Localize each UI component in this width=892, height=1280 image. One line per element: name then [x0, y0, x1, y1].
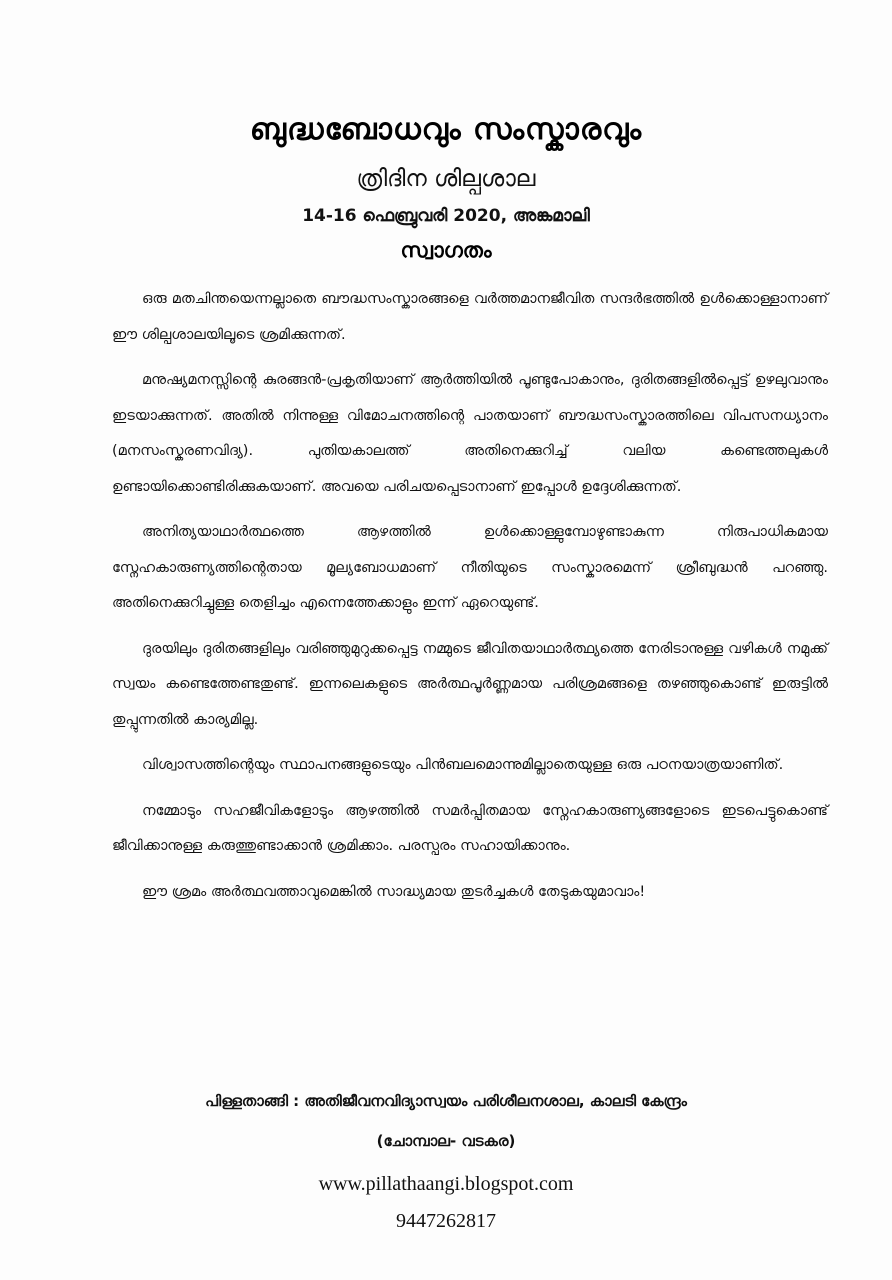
footer-phone: 9447262817 [396, 1210, 496, 1232]
footer-organization: പിള്ളതാങ്ങി : അതിജീവനവിദ്യാസ്വയം പരിശീലനശാല, കാലടി കേന്ദ്രം [205, 1092, 687, 1110]
footer-place: (ചോമ്പാല- വടകര) [376, 1132, 516, 1150]
paragraph: ഒരു മതചിന്തയെന്നല്ലാതെ ബൗദ്ധസംസ്കാരങ്ങളെ വർത്തമാനജീവിത സന്ദർഭത്തിൽ ഉൾക്കൊള്ളാനാണ് ഈ ശില്പശാലയിലൂടെ ശ്രമിക്കുന്നത്. [112, 291, 828, 343]
paragraph: ഈ ശ്രമം അർത്ഥവത്താവുമെങ്കിൽ സാദ്ധ്യമായ തുടർച്ചകൾ തേടുകയുമാവാം! [142, 883, 646, 900]
document-subtitle: ത്രിദിന ശില്പശാല [356, 166, 536, 192]
welcome-heading: സ്വാഗതം [400, 238, 492, 262]
paragraph: നമ്മോടും സഹജീവികളോടും ആഴത്തിൽ സമർപ്പിതമായ സ്നേഹകാരുണ്യങ്ങളോടെ ഇടപെട്ടുകൊണ്ട് ജീവിക്കാനുള്ള കരുത്തുണ്ടാക്കാൻ ശ്രമിക്കാം. പരസ്പരം സഹായിക്കാനും. [112, 802, 828, 854]
body-text [112, 282, 828, 920]
footer-website: www.pillathaangi.blogspot.com [318, 1173, 574, 1195]
paragraph: വിശ്വാസത്തിന്റെയും സ്ഥാപനങ്ങളുടെയും പിൻബലമൊന്നുമില്ലാതെയുള്ള ഒരു പഠനയാത്രയാണിത്. [142, 757, 784, 773]
paragraph: മനുഷ്യമനസ്സിന്റെ കുരങ്ങൻ-പ്രകൃതിയാണ് ആർത്തിയിൽ പൂണ്ടുപോകാനും, ദുരിതങ്ങളിൽപ്പെട്ട് ഉഴലുവാനും ഇടയാക്കുന്നത്. അതിൽ നിന്നുള്ള വിമോചനത്തിന്റെ പാതയാണ് ബൗദ്ധസംസ്കാരത്തിലെ വിപസനധ്യാനം (മനസംസ്കരണവിദ്യ). പുതിയകാലത്ത് അതിനെക്കുറിച്ച് വലിയ കണ്ടെത്തലുകൾ ഉണ്ടായിക്കൊണ്ടിരിക്കുകയാണ്. അവയെ പരിചയപ്പെടാനാണ് ഇപ്പോൾ ഉദ്ദേശിക്കുന്നത്. [112, 372, 828, 495]
document-title: ബുദ്ധബോധവും സംസ്കാരവും [249, 112, 643, 147]
event-dateline: 14-16 ഫെബ്രുവരി 2020, അങ്കമാലി [302, 206, 590, 226]
paragraph: അനിത്യയാഥാർത്ഥത്തെ ആഴത്തിൽ ഉൾക്കൊള്ളുമ്പോഴുണ്ടാകുന്ന നിരുപാധികമായ സ്നേഹകാരുണ്യത്തിന്റെതായ മൂല്യബോധമാണ് നീതിയുടെ സംസ്കാരമെന്ന് ശ്രീബുദ്ധൻ പറഞ്ഞു. അതിനെക്കുറിച്ചുള്ള തെളിച്ചം എന്നെത്തേക്കാളും ഇന്ന് ഏറെയുണ്ട്. [112, 524, 828, 611]
paragraph: ദുരയിലും ദുരിതങ്ങളിലും വരിഞ്ഞുമുറുക്കപ്പെട്ട നമ്മുടെ ജീവിതയാഥാർത്ഥ്യത്തെ നേരിടാനുള്ള വഴികൾ നമുക്ക് സ്വയം കണ്ടെത്തേണ്ടതുണ്ട്. ഇന്നലെകളുടെ അർത്ഥപൂർണ്ണമായ പരിശ്രമങ്ങളെ തഴഞ്ഞുകൊണ്ട് ഇരുട്ടിൽ തുപ്പുന്നതിൽ കാര്യമില്ല. [112, 640, 828, 728]
